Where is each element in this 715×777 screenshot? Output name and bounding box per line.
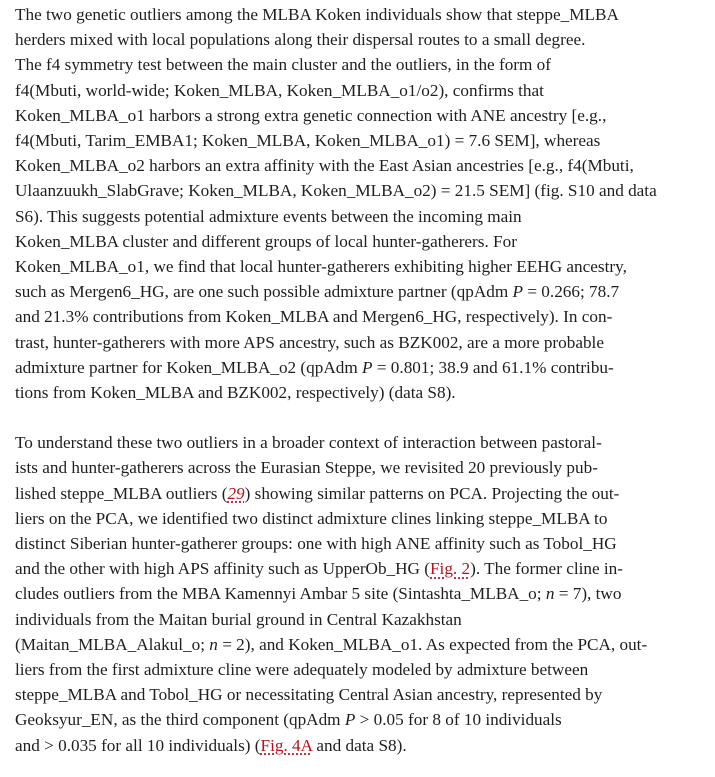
text-segment: lished steppe_MLBA outliers ( bbox=[15, 483, 228, 503]
text-line bbox=[15, 380, 707, 405]
text-line bbox=[15, 355, 707, 380]
text-line bbox=[15, 506, 707, 531]
text-line bbox=[15, 607, 707, 632]
text-segment: = 2), and Koken_MLBA_o1. As expected from the PCA, out- bbox=[217, 634, 648, 654]
text-line bbox=[15, 279, 707, 304]
paragraph-gap bbox=[15, 405, 707, 430]
reference-link[interactable]: Fig. 4A bbox=[260, 735, 313, 755]
text-segment: distinct Siberian hunter-gatherer groups: one with high ANE affinity such as Tobol_HG bbox=[15, 534, 617, 554]
text-segment: Koken_MLBA cluster and different groups of local hunter-gatherers. For bbox=[15, 231, 517, 251]
text-segment: Koken_MLBA_o1 harbors a strong extra genetic connection with ANE ancestry [e.g., bbox=[15, 105, 607, 125]
text-segment: > 0.05 for 8 of 10 individuals bbox=[355, 710, 562, 730]
text-line bbox=[15, 657, 707, 682]
text-segment: ists and hunter-gatherers across the Eurasian Steppe, we revisited 20 previously pub- bbox=[15, 458, 598, 478]
text-segment: liers from the first admixture cline were adequately modeled by admixture between bbox=[15, 660, 589, 680]
paragraph-2 bbox=[15, 430, 707, 758]
text-line bbox=[15, 128, 707, 153]
italic-symbol: n bbox=[209, 634, 218, 654]
text-segment: The two genetic outliers among the MLBA Koken individuals show that steppe_MLBA bbox=[15, 5, 619, 24]
text-line bbox=[15, 153, 707, 178]
text-segment: = 7), two bbox=[554, 584, 622, 604]
text-line bbox=[15, 304, 707, 329]
text-line bbox=[15, 682, 707, 707]
text-line bbox=[15, 254, 707, 279]
text-segment: = 0.266; 78.7 bbox=[523, 282, 620, 302]
text-line bbox=[15, 229, 707, 254]
text-segment: Ulaanzuukh_SlabGrave; Koken_MLBA, Koken_MLBA_o2) = 21.5 SEM] (fig. S10 and data bbox=[15, 181, 657, 201]
text-line bbox=[15, 204, 707, 229]
text-line bbox=[15, 556, 707, 581]
text-line bbox=[15, 330, 707, 355]
text-line bbox=[15, 103, 707, 128]
text-segment: and data S8). bbox=[312, 735, 407, 755]
italic-symbol: P bbox=[512, 282, 524, 302]
text-segment: Koken_MLBA_o2 harbors an extra affinity with the East Asian ancestries [e.g., f4(Mbuti, bbox=[15, 156, 634, 176]
text-segment: S6). This suggests potential admixture events between the incoming main bbox=[15, 206, 522, 226]
text-segment: (Maitan_MLBA_Alakul_o; bbox=[15, 634, 210, 654]
text-segment: and 21.3% contributions from Koken_MLBA and Mergen6_HG, respectively). In con- bbox=[15, 307, 613, 327]
text-segment: The f4 symmetry test between the main cluster and the outliers, in the form of bbox=[15, 55, 552, 75]
text-segment: liers on the PCA, we identified two distinct admixture clines linking steppe_MLBA to bbox=[15, 508, 608, 528]
text-line bbox=[15, 531, 707, 556]
text-segment: admixture partner for Koken_MLBA_o2 (qpAdm bbox=[15, 357, 363, 377]
text-segment: such as Mergen6_HG, are one such possible admixture partner (qpAdm bbox=[15, 282, 513, 302]
text-segment: = 0.801; 38.9 and 61.1% contribu- bbox=[372, 357, 614, 377]
text-segment: f4(Mbuti, Tarim_EMBA1; Koken_MLBA, Koken_MLBA_o1) = 7.6 SEM], whereas bbox=[15, 131, 601, 151]
text-segment: individuals from the Maitan burial ground in Central Kazakhstan bbox=[15, 609, 462, 629]
reference-link[interactable]: Fig. 2 bbox=[430, 559, 471, 579]
text-line bbox=[15, 2, 707, 27]
text-segment: ) showing similar patterns on PCA. Projecting the out- bbox=[244, 483, 620, 503]
text-segment: To understand these two outliers in a broader context of interaction between pastoral- bbox=[15, 433, 602, 453]
text-line bbox=[15, 707, 707, 732]
text-segment: and the other with high APS affinity such as UpperOb_HG ( bbox=[15, 559, 430, 579]
text-segment: cludes outliers from the MBA Kamennyi Ambar 5 site (Sintashta_MLBA_o; bbox=[15, 584, 546, 604]
text-line bbox=[15, 178, 707, 203]
text-line bbox=[15, 455, 707, 480]
text-segment: herders mixed with local populations along their dispersal routes to a small degree. bbox=[15, 30, 586, 50]
text-line bbox=[15, 430, 707, 455]
text-segment: steppe_MLBA and Tobol_HG or necessitating Central Asian ancestry, represented by bbox=[15, 685, 603, 705]
text-segment: f4(Mbuti, world-wide; Koken_MLBA, Koken_MLBA_o1/o2), confirms that bbox=[15, 80, 544, 100]
text-line bbox=[15, 632, 707, 657]
italic-symbol: P bbox=[344, 710, 356, 730]
text-line bbox=[15, 52, 707, 77]
text-segment: tions from Koken_MLBA and BZK002, respectively) (data S8). bbox=[15, 383, 456, 403]
text-line bbox=[15, 27, 707, 52]
text-line bbox=[15, 481, 707, 506]
text-segment: ). The former cline in- bbox=[470, 559, 623, 579]
reference-link[interactable]: 29 bbox=[227, 483, 245, 503]
italic-symbol: P bbox=[362, 357, 373, 377]
text-segment: trast, hunter-gatherers with more APS ancestry, such as BZK002, are a more probable bbox=[15, 332, 604, 352]
text-segment: Geoksyur_EN, as the third component (qpAdm bbox=[15, 710, 345, 730]
italic-symbol: n bbox=[545, 584, 555, 604]
paragraph-1 bbox=[15, 2, 707, 405]
text-segment: and > 0.035 for all 10 individuals) ( bbox=[15, 735, 261, 755]
text-line bbox=[15, 733, 707, 758]
text-line bbox=[15, 78, 707, 103]
text-segment: Koken_MLBA_o1, we find that local hunter-gatherers exhibiting higher EEHG ancestry, bbox=[15, 257, 627, 277]
text-line bbox=[15, 581, 707, 606]
